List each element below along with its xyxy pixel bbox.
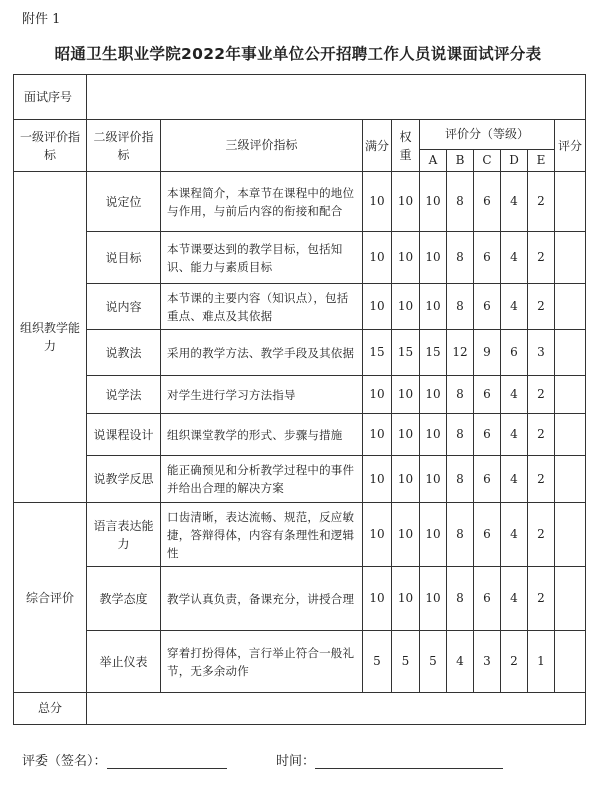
score-input-cell[interactable] [555,284,586,330]
grade-d-cell: 4 [501,284,528,330]
grade-c-cell: 6 [474,567,501,631]
grade-c: C [474,150,501,172]
grade-a-cell: 10 [420,414,447,456]
grade-c-cell: 6 [474,503,501,567]
grade-c-cell: 6 [474,414,501,456]
grade-c-cell: 6 [474,172,501,232]
grade-b-cell: 8 [447,232,474,284]
score-input-cell[interactable] [555,456,586,503]
weight-cell: 10 [392,456,420,503]
table-row [14,232,586,284]
grade-b-cell: 8 [447,414,474,456]
table-row [14,172,586,232]
weight-cell: 5 [392,631,420,693]
grade-e-cell: 2 [528,172,555,232]
grade-b: B [447,150,474,172]
total-input-cell[interactable] [87,693,586,725]
grade-d-cell: 4 [501,414,528,456]
score-input-cell[interactable] [555,503,586,567]
grade-c-cell: 6 [474,284,501,330]
time-field [276,750,503,769]
table-row [14,503,586,567]
score-input-cell[interactable] [555,567,586,631]
full-score-cell: 10 [363,376,392,414]
table-row [14,376,586,414]
header-full-score: 满分 [363,120,392,172]
grade-a-cell: 15 [420,330,447,376]
header-level3: 三级评价指标 [161,120,363,172]
time-label: 时间： [276,754,316,769]
full-score-cell: 10 [363,232,392,284]
grade-e-cell: 2 [528,567,555,631]
level2-cell: 说学法 [87,376,161,414]
total-label: 总分 [14,693,87,725]
grade-e-cell: 2 [528,284,555,330]
grade-d-cell: 6 [501,330,528,376]
header-score: 评分 [555,120,586,172]
desc-cell: 采用的教学方法、教学手段及其依据 [161,330,363,376]
weight-cell: 10 [392,232,420,284]
level2-cell: 说定位 [87,172,161,232]
grade-a-cell: 10 [420,172,447,232]
level2-cell: 举止仪表 [87,631,161,693]
weight-cell: 15 [392,330,420,376]
full-score-cell: 15 [363,330,392,376]
grade-a-cell: 10 [420,456,447,503]
weight-cell: 10 [392,284,420,330]
grade-b-cell: 4 [447,631,474,693]
full-score-cell: 10 [363,503,392,567]
table-row [14,414,586,456]
grade-d-cell: 4 [501,376,528,414]
grade-a-cell: 10 [420,232,447,284]
group-teaching-ability: 组织教学能力 [14,172,87,503]
grade-a-cell: 10 [420,503,447,567]
judge-signature-line[interactable] [107,754,227,769]
score-input-cell[interactable] [555,330,586,376]
table-row [14,631,586,693]
grade-a: A [420,150,447,172]
grade-e-cell: 2 [528,376,555,414]
grade-a-cell: 10 [420,567,447,631]
grade-a-cell: 5 [420,631,447,693]
judge-signature [22,750,227,769]
score-input-cell[interactable] [555,631,586,693]
grade-b-cell: 8 [447,567,474,631]
desc-cell: 本节课要达到的教学目标，包括知识、能力与素质目标 [161,232,363,284]
grade-d-cell: 4 [501,503,528,567]
level2-cell: 说课程设计 [87,414,161,456]
grade-e-cell: 2 [528,414,555,456]
grade-d: D [501,150,528,172]
weight-cell: 10 [392,376,420,414]
score-input-cell[interactable] [555,172,586,232]
header-grade-score: 评价分（等级） [420,120,555,150]
full-score-cell: 10 [363,567,392,631]
page-title: 昭通卫生职业学院2022年事业单位公开招聘工作人员说课面试评分表 [54,45,542,63]
grade-d-cell: 2 [501,631,528,693]
table-row [14,330,586,376]
header-level1: 一级评价指标 [14,120,87,172]
grade-b-cell: 8 [447,456,474,503]
desc-cell: 教学认真负责，备课充分，讲授合理 [161,567,363,631]
judge-label: 评委（签名）： [22,754,107,769]
grade-d-cell: 4 [501,456,528,503]
grade-e: E [528,150,555,172]
table-row [14,456,586,503]
grade-c-cell: 9 [474,330,501,376]
table-row [14,284,586,330]
full-score-cell: 5 [363,631,392,693]
grade-c-cell: 6 [474,376,501,414]
level2-cell: 说内容 [87,284,161,330]
grade-b-cell: 8 [447,172,474,232]
attachment-label: 附件 1 [22,12,61,27]
grade-c-cell: 3 [474,631,501,693]
score-input-cell[interactable] [555,232,586,284]
desc-cell: 组织课堂教学的形式、步骤与措施 [161,414,363,456]
grade-c-cell: 6 [474,232,501,284]
score-input-cell[interactable] [555,376,586,414]
level2-cell: 说目标 [87,232,161,284]
header-weight: 权重 [392,120,420,172]
full-score-cell: 10 [363,456,392,503]
grade-b-cell: 8 [447,503,474,567]
weight-cell: 10 [392,503,420,567]
header-level2: 二级评价指标 [87,120,161,172]
desc-cell: 能正确预见和分析教学过程中的事件并给出合理的解决方案 [161,456,363,503]
serial-label: 面试序号 [14,75,87,120]
level2-cell: 说教法 [87,330,161,376]
grade-b-cell: 12 [447,330,474,376]
total-row [14,693,586,725]
score-input-cell[interactable] [555,414,586,456]
grade-a-cell: 10 [420,284,447,330]
serial-input-cell[interactable] [87,75,586,120]
time-line[interactable] [315,754,503,769]
score-table [13,74,586,725]
grade-e-cell: 2 [528,503,555,567]
desc-cell: 穿着打扮得体，言行举止符合一般礼节，无多余动作 [161,631,363,693]
grade-d-cell: 4 [501,172,528,232]
grade-e-cell: 2 [528,456,555,503]
grade-e-cell: 1 [528,631,555,693]
desc-cell: 口齿清晰，表达流畅、规范，反应敏捷，答辩得体，内容有条理性和逻辑性 [161,503,363,567]
desc-cell: 本节课的主要内容（知识点），包括重点、难点及其依据 [161,284,363,330]
level2-cell: 教学态度 [87,567,161,631]
grade-d-cell: 4 [501,232,528,284]
grade-c-cell: 6 [474,456,501,503]
full-score-cell: 10 [363,284,392,330]
grade-b-cell: 8 [447,376,474,414]
grade-a-cell: 10 [420,376,447,414]
weight-cell: 10 [392,567,420,631]
desc-cell: 本课程简介，本章节在课程中的地位与作用，与前后内容的衔接和配合 [161,172,363,232]
grade-e-cell: 3 [528,330,555,376]
header-row-1 [14,120,586,150]
grade-d-cell: 4 [501,567,528,631]
table-row [14,567,586,631]
group-overall-evaluation: 综合评价 [14,503,87,693]
full-score-cell: 10 [363,414,392,456]
weight-cell: 10 [392,172,420,232]
level2-cell: 说教学反思 [87,456,161,503]
level2-cell: 语言表达能力 [87,503,161,567]
weight-cell: 10 [392,414,420,456]
desc-cell: 对学生进行学习方法指导 [161,376,363,414]
grade-e-cell: 2 [528,232,555,284]
full-score-cell: 10 [363,172,392,232]
serial-row [14,75,586,120]
grade-b-cell: 8 [447,284,474,330]
